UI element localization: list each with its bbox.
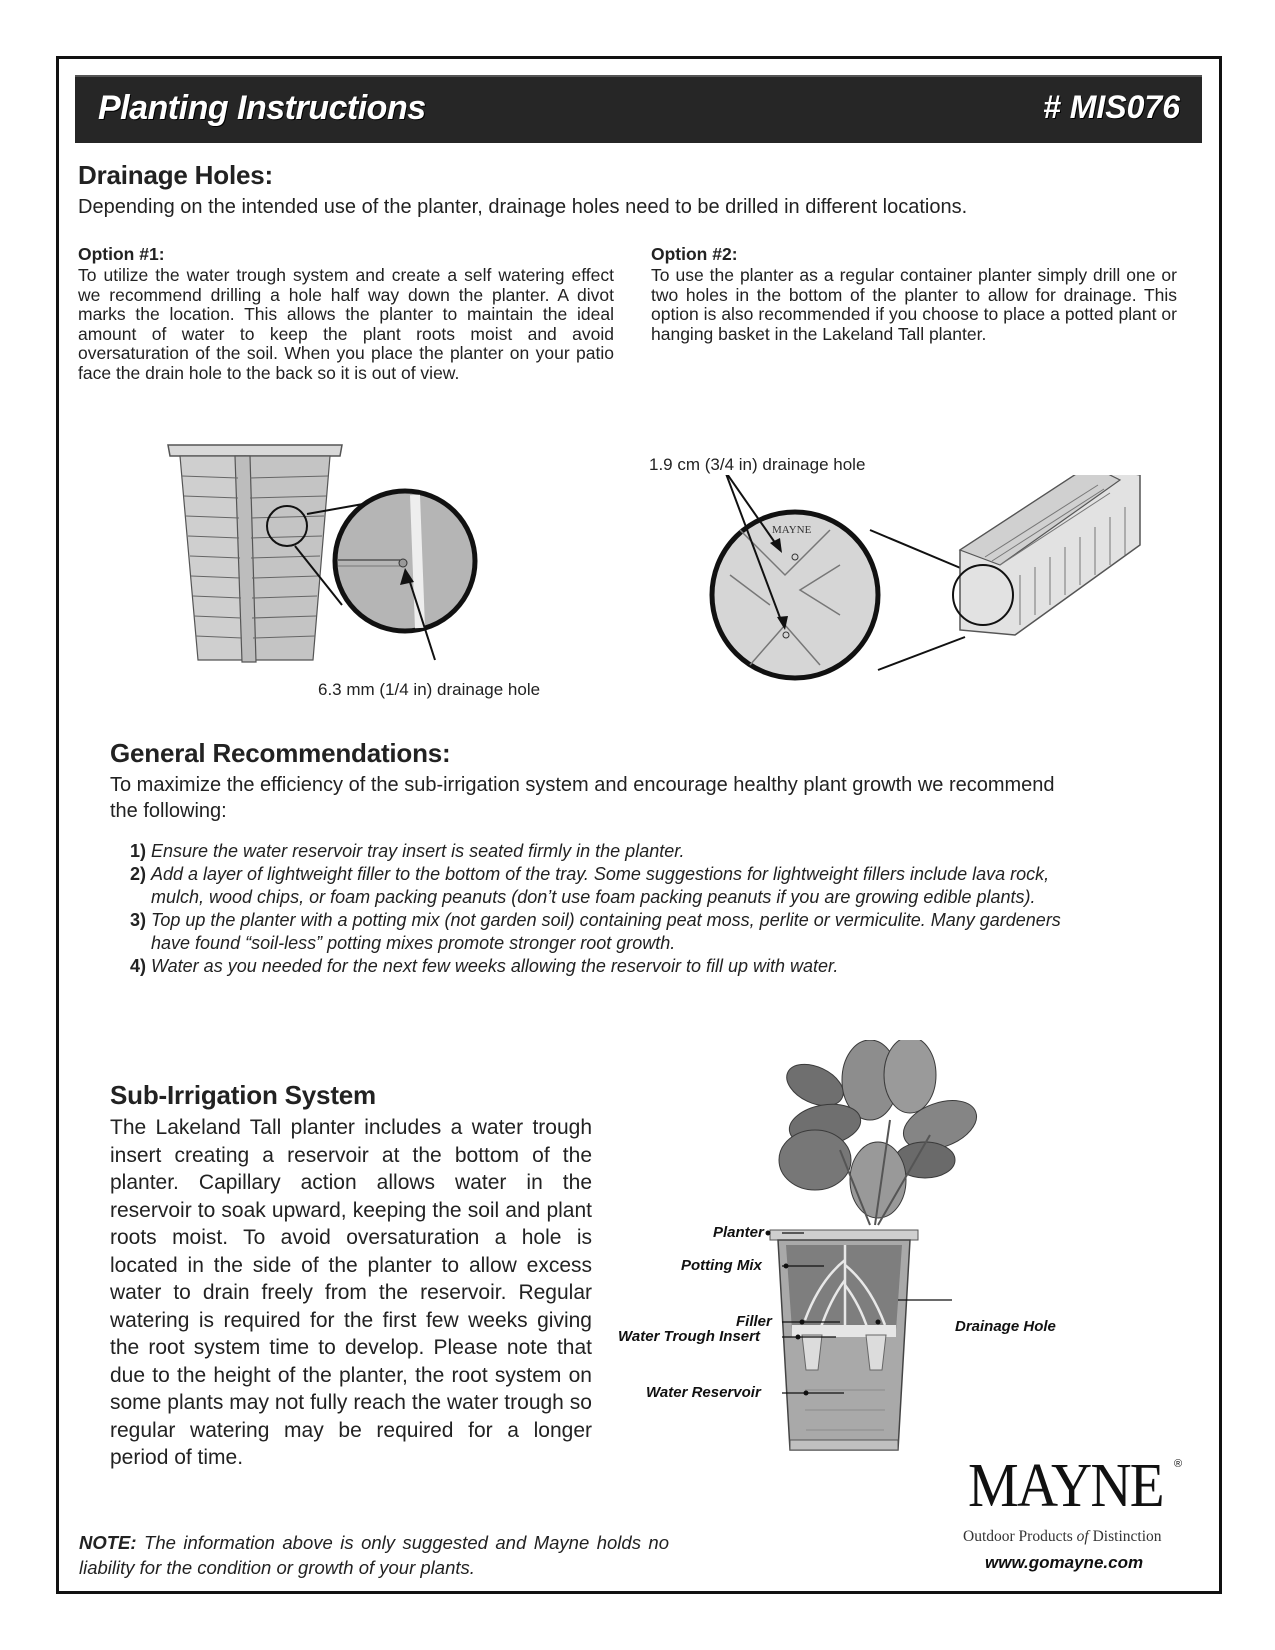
list-item-text: Ensure the water reservoir tray insert is seated firmly in the planter. [151, 841, 685, 861]
list-item-number: 1) [129, 841, 146, 861]
figure2-caption: 1.9 cm (3/4 in) drainage hole [649, 455, 866, 474]
list-item-text: Water as you needed for the next few weeks allowing the reservoir to fill up with water. [151, 956, 839, 976]
option-1-label: Option #1: [78, 244, 165, 264]
tagline-of: of [1076, 1528, 1089, 1545]
brand-tagline [963, 1528, 1162, 1546]
tagline-part: Outdoor Products [963, 1528, 1077, 1545]
planter-bottom-drainage-illustration [700, 475, 1170, 685]
list-item-text: Add a layer of lightweight filler to the bottom of the tray. Some suggestions for lightweight fillers include lava rock, mulch, wood chips, or foam packing peanuts (don’t use foam packing peanuts if you are growing edible plants). [151, 864, 1050, 907]
label-filler: Filler [736, 1313, 772, 1330]
drainage-intro: Depending on the intended use of the planter, drainage holes need to be drilled in different locations. [78, 196, 968, 218]
title-banner [75, 75, 1202, 143]
list-item [118, 840, 1078, 863]
page-title: Planting Instructions [98, 89, 426, 127]
label-planter: Planter [713, 1224, 764, 1241]
brand-url[interactable]: www.gomayne.com [985, 1553, 1144, 1572]
tagline-part: Distinction [1088, 1528, 1162, 1545]
label-potting-mix: Potting Mix [681, 1257, 762, 1274]
label-drainage-hole: Drainage Hole [955, 1318, 1056, 1335]
mayne-logo: MAYNE [968, 1452, 1163, 1520]
registered-mark: ® [1174, 1458, 1183, 1470]
note-label: NOTE: [79, 1532, 137, 1553]
drainage-hole-callout-line [898, 1290, 952, 1310]
label-water-trough-insert: Water Trough Insert [618, 1328, 760, 1345]
callout-lines [780, 1226, 980, 1406]
planter-side-drainage-illustration [150, 430, 610, 680]
product-code: # MIS076 [1043, 89, 1180, 125]
mayne-imprint: MAYNE [772, 524, 812, 536]
list-item-number: 3) [129, 910, 146, 930]
label-water-reservoir: Water Reservoir [646, 1384, 761, 1401]
option-1-text: To utilize the water trough system and create a self watering effect we recommend drilling a hole half way down the planter. A divot marks the location. This allows the planter to maintain the ideal amount of water to keep the plant roots moist and avoid oversaturation of the soil. When you place the planter on your patio face the drain hole to the back so it is out of view. [78, 265, 614, 383]
option-2-label: Option #2: [651, 244, 738, 264]
list-item-number: 2) [129, 864, 146, 884]
figure1-caption: 6.3 mm (1/4 in) drainage hole [318, 680, 541, 699]
disclaimer-note [79, 1530, 669, 1580]
recommendations-intro: To maximize the efficiency of the sub-irrigation system and encourage healthy plant growth we recommend the following: [110, 774, 1055, 822]
list-item-number: 4) [129, 956, 146, 976]
list-item [118, 955, 1078, 978]
list-item [118, 863, 1078, 909]
note-text: The information above is only suggested and Mayne holds no liability for the condition or growth of your plants. [79, 1532, 669, 1578]
recommendations-list [118, 840, 1078, 978]
sub-irrigation-text: The Lakeland Tall planter includes a water trough insert creating a reservoir at the bottom of the planter. Capillary action allows water in the reservoir to soak upward, keeping the soil and plant roots moist. To avoid oversaturation a hole is located in the side of the planter to allow excess water to drain freely from the reservoir. Regular watering is required for the first few weeks giving the root system time to develop. Please note that due to the height of the planter, the root system on some plants may not fully reach the water trough so regular watering may be required for a longer period of time. [110, 1116, 592, 1469]
sub-irrigation-heading: Sub-Irrigation System [110, 1080, 376, 1110]
drainage-heading: Drainage Holes: [78, 160, 273, 190]
recommendations-heading: General Recommendations: [110, 738, 451, 768]
list-item [118, 909, 1078, 955]
option-2-text: To use the planter as a regular container planter simply drill one or two holes in the bottom of the planter to allow for drainage. This option is also recommended if you choose to place a potted plant or hanging basket in the Lakeland Tall planter. [651, 265, 1177, 344]
list-item-text: Top up the planter with a potting mix (not garden soil) containing peat moss, perlite or vermiculite. Many gardeners have found “soil-less” potting mixes promote stronger root growth. [151, 910, 1061, 953]
